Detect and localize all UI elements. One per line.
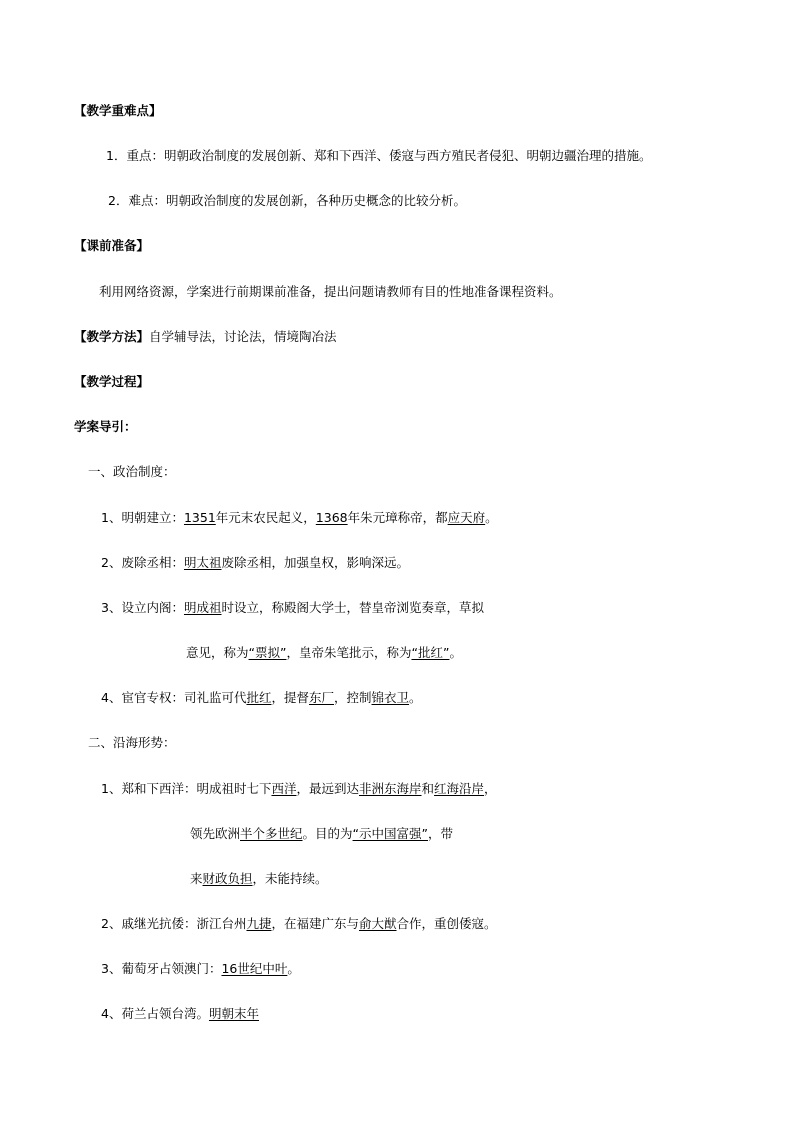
underlined-answer: 财政负担 [202, 871, 253, 886]
item-dutch-taiwan [101, 1005, 259, 1023]
item-text: 和 [421, 781, 435, 796]
item-text: ，带 [428, 826, 454, 841]
item-text: 4、荷兰占领台湾。 [101, 1006, 209, 1021]
item-portugal-macau [101, 960, 300, 978]
underlined-answer: 锦衣卫 [371, 690, 410, 705]
item-text: 时设立，称殿阁大学士，替皇帝浏览奏章，草拟 [221, 600, 484, 615]
item-text: 。 [409, 690, 422, 705]
underlined-answer: “批红” [411, 645, 450, 660]
item-zheng-he-cont [190, 825, 453, 843]
underlined-answer: 东厂 [309, 690, 335, 705]
section-heading-preparation: 【课前准备】 [74, 238, 150, 253]
item-text: 领先欧洲 [190, 826, 241, 841]
item-text: 意见，称为 [186, 645, 249, 660]
underlined-answer: 红海沿岸 [434, 781, 485, 796]
item-text: ，控制 [334, 690, 372, 705]
item-text: 年元末农民起义， [215, 510, 316, 525]
underlined-answer: “票拟” [248, 645, 287, 660]
part-title-politics: 一、政治制度： [88, 464, 176, 479]
underlined-answer: 明朝末年 [208, 1006, 259, 1021]
underlined-answer: 批红 [246, 690, 272, 705]
underlined-answer: 半个多世纪 [240, 826, 303, 841]
methods-text: 自学辅导法，讨论法，情境陶冶法 [149, 329, 337, 344]
part-title-coastal: 二、沿海形势： [88, 735, 176, 750]
item-text: ，提督 [271, 690, 309, 705]
item-abolish-chancellor [101, 554, 409, 572]
item-text: ，皇帝朱笔批示，称为 [286, 645, 412, 660]
item-eunuch-power [101, 689, 422, 707]
item-text: ，在福建广东与 [271, 916, 359, 931]
section-heading-guide: 学案导引： [74, 419, 137, 434]
item-text: ，未能持续。 [252, 871, 328, 886]
underlined-answer: 非洲东海岸 [359, 781, 422, 796]
item-text: 2、废除丞相： [101, 555, 184, 570]
item-text: 。 [287, 961, 300, 976]
difficult-points-line [108, 192, 466, 210]
item-text: 。目的为 [302, 826, 353, 841]
item-grand-secretariat-cont [186, 644, 462, 662]
item-text: 。 [449, 645, 462, 660]
item-zheng-he [101, 780, 497, 798]
section-heading-methods: 【教学方法】 [74, 329, 150, 344]
item-text: 3、葡萄牙占领澳门： [101, 961, 222, 976]
underlined-answer: 1368 [315, 510, 348, 525]
methods-line [74, 328, 337, 346]
item-text: 4、宦官专权：司礼监可代 [101, 690, 247, 705]
item-text: ， [484, 781, 497, 796]
item-grand-secretariat [101, 599, 484, 617]
underlined-answer: 应天府 [447, 510, 486, 525]
item-text: 。 [485, 510, 498, 525]
item-text: ，最远到达 [296, 781, 359, 796]
item-text: 合作，重创倭寇。 [396, 916, 497, 931]
underlined-answer: 明太祖 [183, 555, 222, 570]
underlined-answer: 明成祖 [183, 600, 222, 615]
item-qi-jiguang [101, 915, 497, 933]
item-text: 1、郑和下西洋：明成祖时七下 [101, 781, 272, 796]
underlined-answer: 16世纪中叶 [221, 961, 288, 976]
underlined-answer: 九捷 [246, 916, 272, 931]
key-points-line [106, 147, 651, 165]
item-text: 年朱元璋称帝，都 [347, 510, 448, 525]
item-text: 1、明朝建立： [101, 510, 184, 525]
item-zheng-he-cont2 [190, 870, 328, 888]
item-ming-founding [101, 509, 498, 527]
section-heading-process: 【教学过程】 [74, 374, 150, 389]
item-text: 3、设立内阁： [101, 600, 184, 615]
underlined-answer: “示中国富强” [352, 826, 428, 841]
underlined-answer: 1351 [183, 510, 216, 525]
underlined-answer: 西洋 [271, 781, 297, 796]
item-text: 来 [190, 871, 203, 886]
item-text: 废除丞相，加强皇权，影响深远。 [221, 555, 409, 570]
item-text: 2、戚继光抗倭：浙江台州 [101, 916, 247, 931]
section-heading-key-points: 【教学重难点】 [74, 103, 162, 118]
underlined-answer: 俞大猷 [359, 916, 397, 931]
preparation-text: 利用网络资源，学案进行前期课前准备，提出问题请教师有目的性地准备课程资料。 [99, 284, 562, 299]
key-points-text: 1．重点：明朝政治制度的发展创新、郑和下西洋、倭寇与西方殖民者侵犯、明朝边疆治理的措施。 [106, 148, 652, 163]
difficult-points-text: 2．难点：明朝政治制度的发展创新，各种历史概念的比较分析。 [108, 193, 466, 208]
